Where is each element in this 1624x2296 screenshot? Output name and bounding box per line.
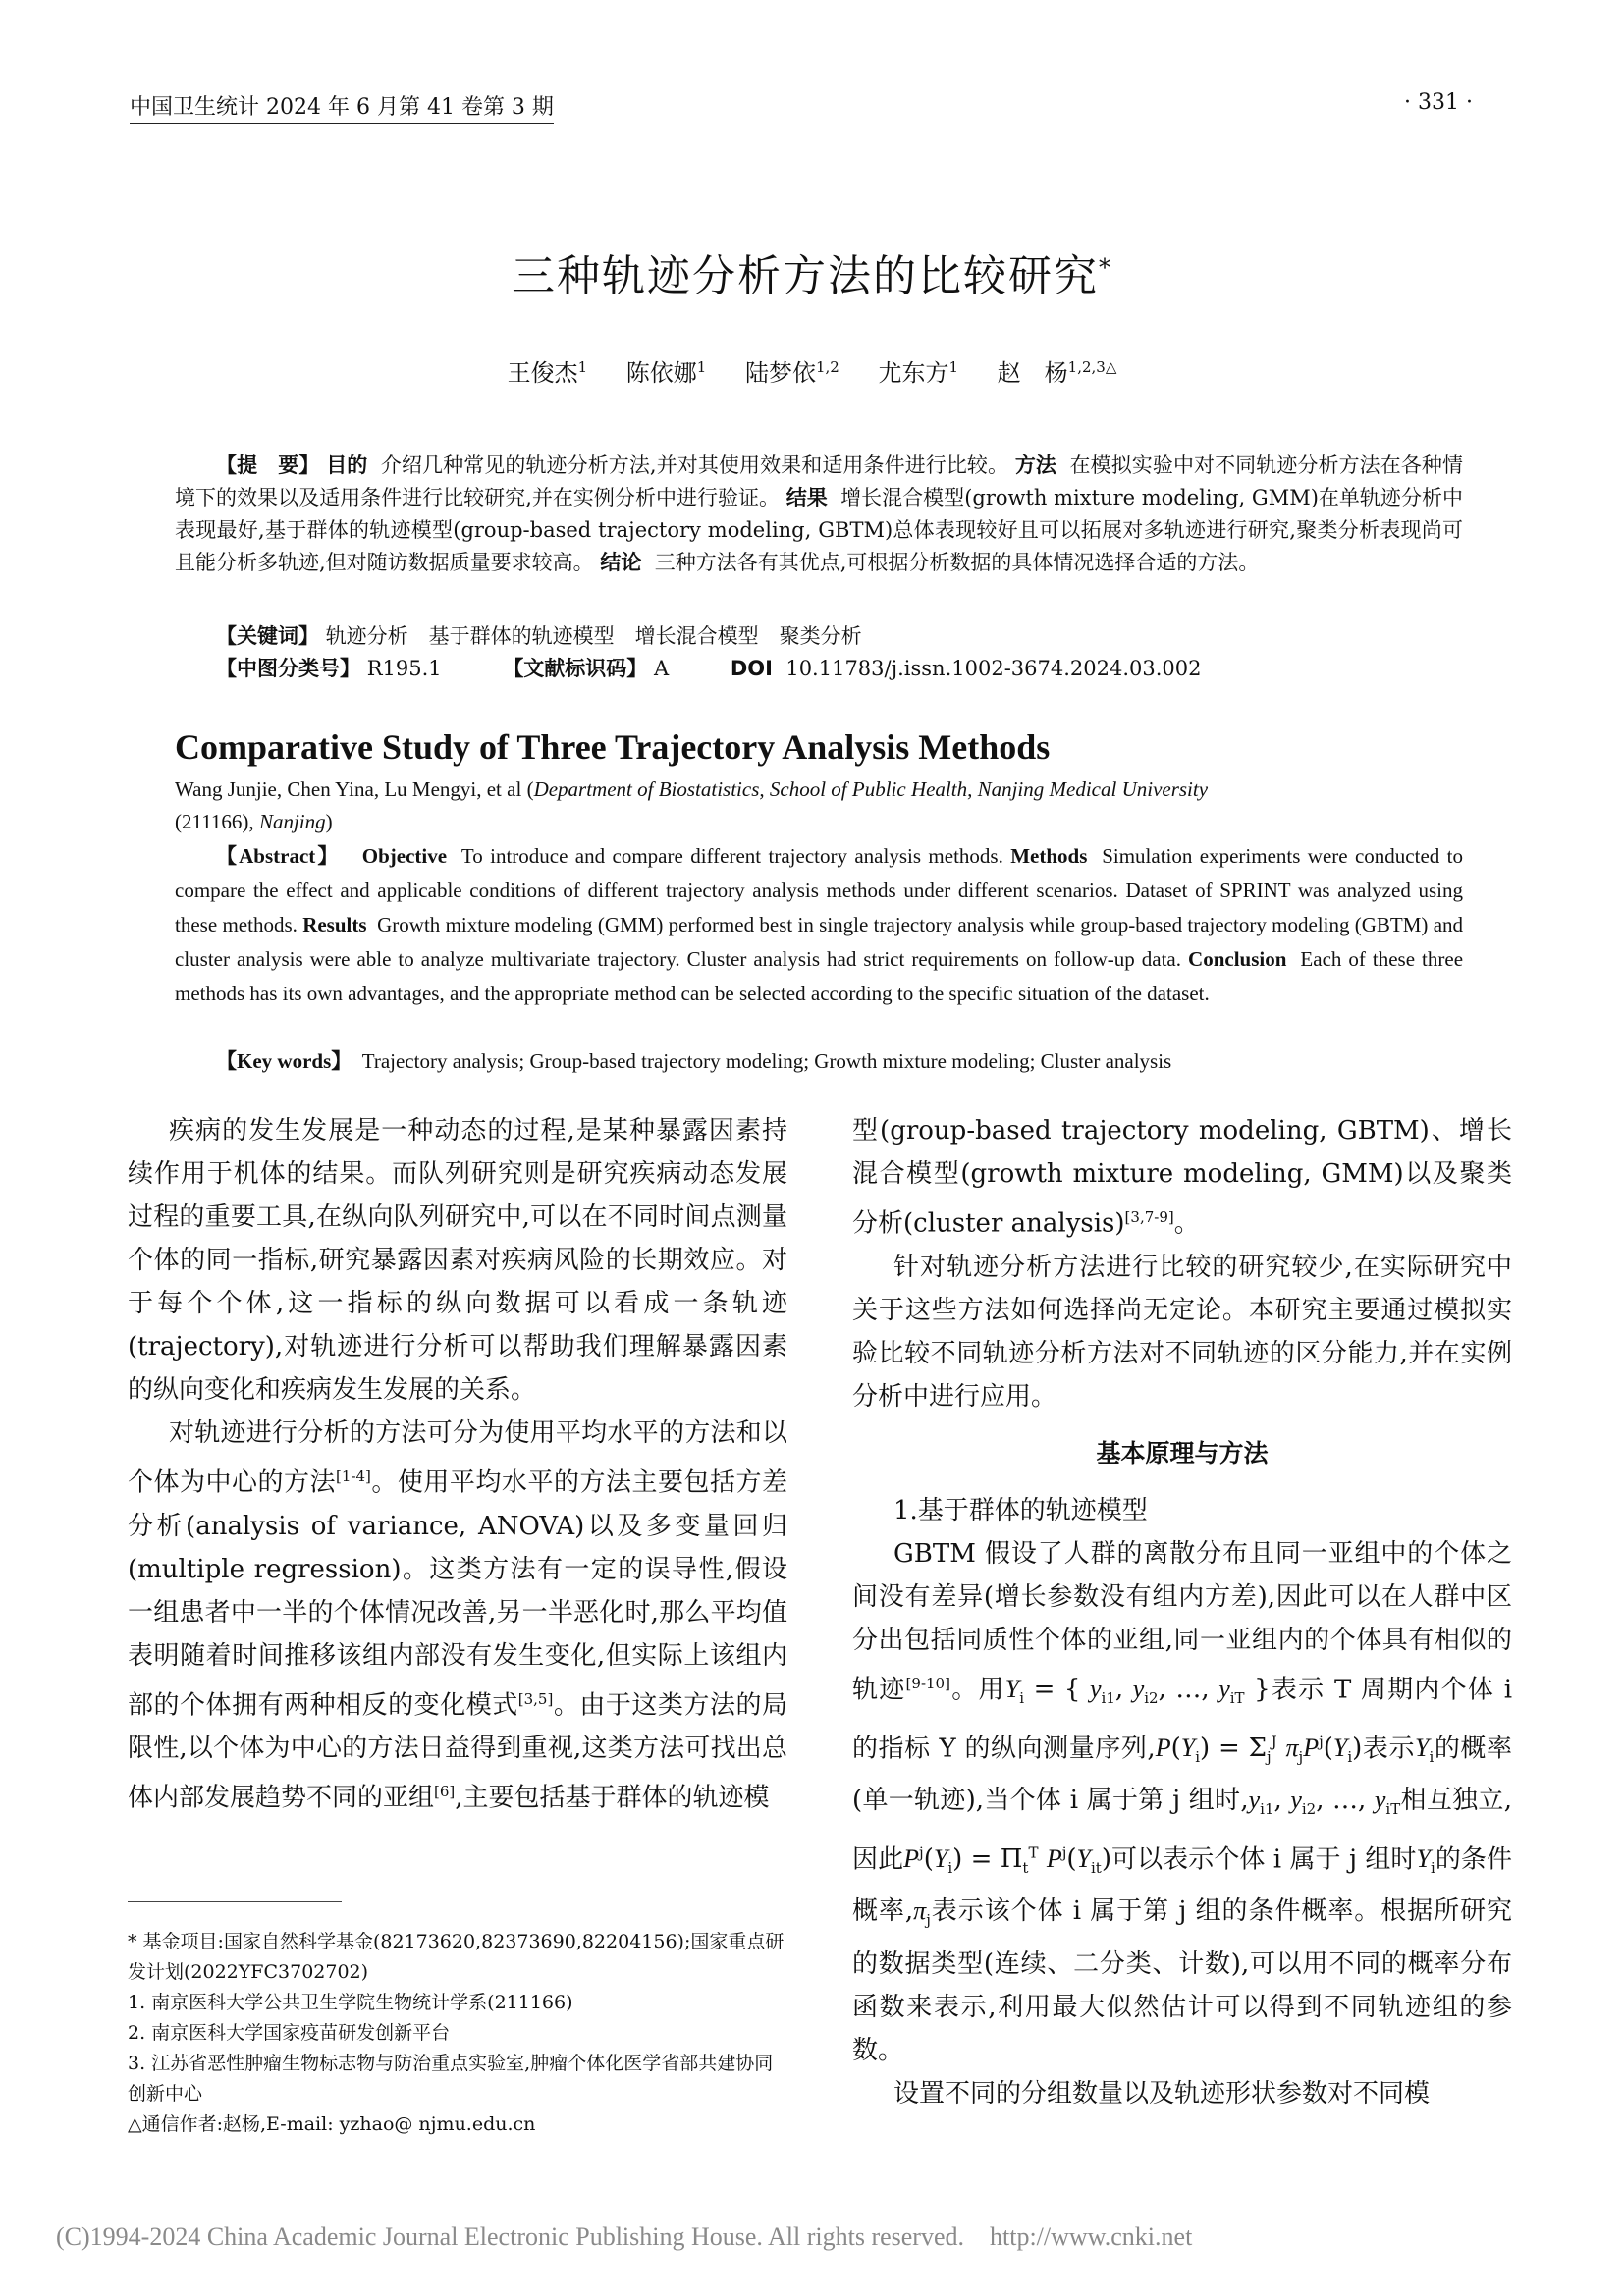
author-affiliation: 1,2 [815, 358, 839, 376]
author-affiliation: 1 [577, 358, 588, 376]
footnote-divider [128, 1901, 342, 1902]
page-number: · 331 · [1404, 90, 1473, 115]
text-run: 表示 [1362, 1734, 1416, 1764]
author-name: 陆梦依 [744, 359, 816, 387]
citation: [3,7-9] [1124, 1208, 1174, 1226]
formula: $Y_i$ [1415, 1734, 1435, 1767]
text-run: ,主要包括基于群体的轨迹模 [455, 1783, 770, 1813]
english-methods-label: Methods [1010, 844, 1088, 868]
english-postcode: (211166), [175, 810, 259, 833]
conclusion-text: 三种方法各有其优点,可根据分析数据的具体情况选择合适的方法。 [654, 551, 1260, 574]
methods-label: 方法 [1014, 454, 1057, 477]
formula: $P(Y_i) = \Sigma_j^J$ $\pi_jP^j(Y_i)$ [1155, 1733, 1363, 1767]
running-header-journal: 中国卫生统计 2024 年 6 月第 41 卷第 3 期 [130, 90, 554, 124]
citation: [9-10] [905, 1674, 950, 1692]
author [508, 359, 588, 387]
subsection-heading: 1.基于群体的轨迹模型 [893, 1495, 1148, 1525]
author-affiliation: 1 [696, 358, 707, 376]
objective-text: 介绍几种常见的轨迹分析方法,并对其使用效果和适用条件进行比较。 [380, 454, 1009, 477]
english-objective-label: Objective [361, 844, 448, 868]
author-affiliation: 1,2,3△ [1067, 358, 1117, 376]
footnote-affiliation-3: 3. 江苏省恶性肿瘤生物标志物与防治重点实验室,肿瘤个体化医学省部共建协同创新中心 [128, 2053, 774, 2105]
conclusion-label: 结论 [600, 551, 642, 574]
results-label: 结果 [785, 486, 828, 509]
keywords-english [216, 1045, 1171, 1075]
text-run: 的概率(单一轨迹),当个体 i 属于第 j 组时, [852, 1734, 1512, 1816]
author-name: 陈依娜 [625, 359, 697, 387]
english-affiliation: Department of Biostatistics, School of Public Health, Nanjing Medical University [533, 777, 1209, 801]
copyright-url: http://www.cnki.net [990, 2222, 1193, 2251]
copyright-watermark [56, 2222, 1192, 2252]
copyright-text: (C)1994-2024 China Academic Journal Electronic Publishing House. All rights reserved. [56, 2222, 964, 2251]
title-text: 三种轨迹分析方法的比较研究 [512, 251, 1099, 301]
english-authors: Wang Junjie, Chen Yina, Lu Mengyi, et al (Department of Biostatistics, School of Public Health, Nanjing Medical University (211166), Nanjing) [175, 777, 1209, 833]
formula: $\pi_j$ [913, 1896, 931, 1930]
english-methods-text: Simulation experiments were conducted to compare the effect and applicable conditions of different trajectory analysis methods under different scenarios. Dataset of SPRINT was analyzed using these methods. [175, 844, 1464, 936]
paragraph: 设置不同的分组数量以及轨迹形状参数对不同模 [893, 2078, 1431, 2109]
formula: $Y_i$ [1416, 1844, 1435, 1878]
author [878, 359, 958, 387]
author [998, 359, 1117, 387]
author-name: 王俊杰 [507, 359, 578, 387]
text-run: GBTM 假设了人群的离散分布且同一亚组中的个体之间没有差异(增长参数没有组内方差),因此可以在人群中区分出包括同质性个体的亚组,同一亚组内的个体具有相似的轨迹 [852, 1538, 1512, 1705]
article-title [0, 240, 1624, 303]
author [626, 359, 707, 387]
text-run: 。使用平均水平的方法主要包括方差分析(analysis of variance, ANOVA)以及多变量回归(multiple regression)。这类方法有一定的误导性,假设一组患者中一半的个体情况改善,另一半恶化时,那么平均值表明随着时间推移该组内部没有发生变化,但实际上该组内部的个体拥有两种相反的变化模式 [128, 1468, 787, 1721]
section-heading: 基本原理与方法 [1096, 1438, 1269, 1468]
class-label: 【中图分类号】 [216, 657, 360, 680]
keywords-text: 轨迹分析 基于群体的轨迹模型 增长混合模型 聚类分析 [325, 624, 862, 648]
paragraph [852, 1532, 1512, 2072]
footnote-affiliation-2: 2. 南京医科大学国家疫苗研发创新平台 [128, 2022, 451, 2044]
text-run: 表示该个体 i 属于第 j 组的条件概率。根据所研究的数据类型(连续、二分类、计数),可以用不同的概率分布函数来表示,利用最大似然估计可以得到不同轨迹组的参数。 [852, 1896, 1513, 2065]
body-column-right [852, 1109, 1512, 2115]
english-conclusion-label: Conclusion [1188, 947, 1287, 971]
english-results-text: Growth mixture modeling (GMM) performed best in single trajectory analysis while group-based trajectory modeling (GBTM) and cluster analysis were able to analyze multivariate trajectory. Cluster analysis had strict requirements on follow-up data. [175, 913, 1464, 971]
doc-code-value: A [654, 657, 670, 680]
text-run: 表示 T 周期内个体 i 的指标 Y 的纵向测量序列, [852, 1675, 1513, 1764]
paragraph: 疾病的发生发展是一种动态的过程,是某种暴露因素持续作用于机体的结果。而队列研究则是研究疾病动态发展过程的重要工具,在纵向队列研究中,可以在不同时间点测量个体的同一指标,研究暴露因素对疾病风险的长期效应。对于每个个体,这一指标的纵向数据可以看成一条轨迹(trajectory),对轨迹进行分析可以帮助我们理解暴露因素的纵向变化和疾病发生发展的关系。 [128, 1116, 787, 1405]
english-city: Nanjing [258, 810, 326, 833]
citation: [6] [434, 1783, 456, 1801]
author-affiliation: 1 [948, 358, 959, 376]
footnote-corresponding-author: △通信作者:赵杨,E-mail: yzhao@ njmu.edu.cn [128, 2113, 536, 2135]
footnote-fund: * 基金项目:国家自然科学基金(82173620,82373690,82204156);国家重点研发计划(2022YFC3702702) [128, 1931, 785, 1983]
methods-text: 在模拟实验中对不同轨迹分析方法在各种情境下的效果以及适用条件进行比较研究,并在实例分析中进行验证。 [175, 454, 1463, 509]
keywords-chinese [216, 620, 862, 650]
english-keywords-text: Trajectory analysis; Group-based trajectory modeling; Growth mixture modeling; Cluster analysis [361, 1049, 1172, 1073]
classification-line [216, 653, 1202, 682]
author-name: 赵 杨 [997, 359, 1068, 387]
abstract-label: 【提 要】 [216, 454, 320, 477]
doi-value: 10.11783/j.issn.1002-3674.2024.03.002 [785, 657, 1202, 680]
text-run: 型(group-based trajectory modeling, GBTM)、增长混合模型(growth mixture modeling, GMM)以及聚类分析(cluster analysis) [852, 1116, 1512, 1239]
text-run: 的条件概率, [852, 1844, 1512, 1927]
body-column-left [128, 1109, 787, 1820]
english-conclusion-text: Each of these three methods has its own advantages, and the appropriate method can be selected according to the specific situation of the dataset. [175, 947, 1464, 1005]
formula: $P^j(Y_i) = \Pi_t^T$ $P^j(Y_{it})$ [903, 1843, 1111, 1878]
author-name: 尤东方 [878, 359, 949, 387]
results-text: 增长混合模型(growth mixture modeling, GMM)在单轨迹分析中表现最好,基于群体的轨迹模型(group-based trajectory modeling, GBTM)总体表现较好且可以拓展对多轨迹进行研究,聚类分析表现尚可且能分析多轨迹,但对随访数据质量要求较高。 [175, 486, 1463, 574]
english-keywords-label: 【Key words】 [216, 1049, 352, 1073]
keywords-label: 【关键词】 [216, 624, 319, 648]
title-footnote-mark: * [1099, 253, 1112, 282]
text-run: 。用 [949, 1675, 1005, 1705]
class-value: R195.1 [366, 657, 442, 680]
citation: [1-4] [336, 1468, 371, 1485]
citation: [3,5] [517, 1689, 554, 1708]
author-list [0, 353, 1624, 388]
text-run: 相互独立,因此 [852, 1786, 1512, 1875]
english-title: Comparative Study of Three Trajectory Analysis Methods [175, 727, 1051, 767]
formula: $Y_i$ = { $y_{i1}$, $y_{i2}$, …, $y_{iT}$ } [1004, 1675, 1271, 1708]
paragraph [128, 1412, 787, 1820]
text-run: 。由于这类方法的局限性,以个体为中心的方法日益得到重视,这类方法可找出总体内部发展趋势不同的亚组 [128, 1690, 787, 1813]
author [745, 359, 839, 387]
english-abstract-label: 【Abstract】 [216, 844, 341, 868]
footnote-affiliation-1: 1. 南京医科大学公共卫生学院生物统计学系(211166) [128, 1992, 573, 2013]
text-run: 对轨迹进行分析的方法可分为使用平均水平的方法和以个体为中心的方法 [128, 1418, 787, 1498]
english-author-names: Wang Junjie, Chen Yina, Lu Mengyi, et al [175, 777, 522, 801]
paragraph: 针对轨迹分析方法进行比较的研究较少,在实际研究中关于这些方法如何选择尚无定论。本研究主要通过模拟实验比较不同轨迹分析方法对不同轨迹的区分能力,并在实例分析中进行应用。 [852, 1252, 1512, 1412]
text-run: 可以表示个体 i 属于 j 组时 [1110, 1844, 1417, 1875]
english-objective-text: To introduce and compare different trajectory analysis methods. [460, 844, 1003, 868]
paragraph [852, 1109, 1512, 1246]
doc-code-label: 【文献标识码】 [503, 657, 648, 680]
doi-label: DOI [730, 657, 773, 680]
text-run: 。 [1173, 1208, 1200, 1239]
objective-label: 目的 [326, 454, 368, 477]
abstract-chinese [175, 450, 1463, 579]
abstract-english [175, 839, 1463, 1011]
english-results-label: Results [302, 913, 367, 936]
footnotes [128, 1927, 787, 2140]
formula: $y_{i1}$, $y_{i2}$, …, $y_{iT}$ [1248, 1786, 1401, 1819]
